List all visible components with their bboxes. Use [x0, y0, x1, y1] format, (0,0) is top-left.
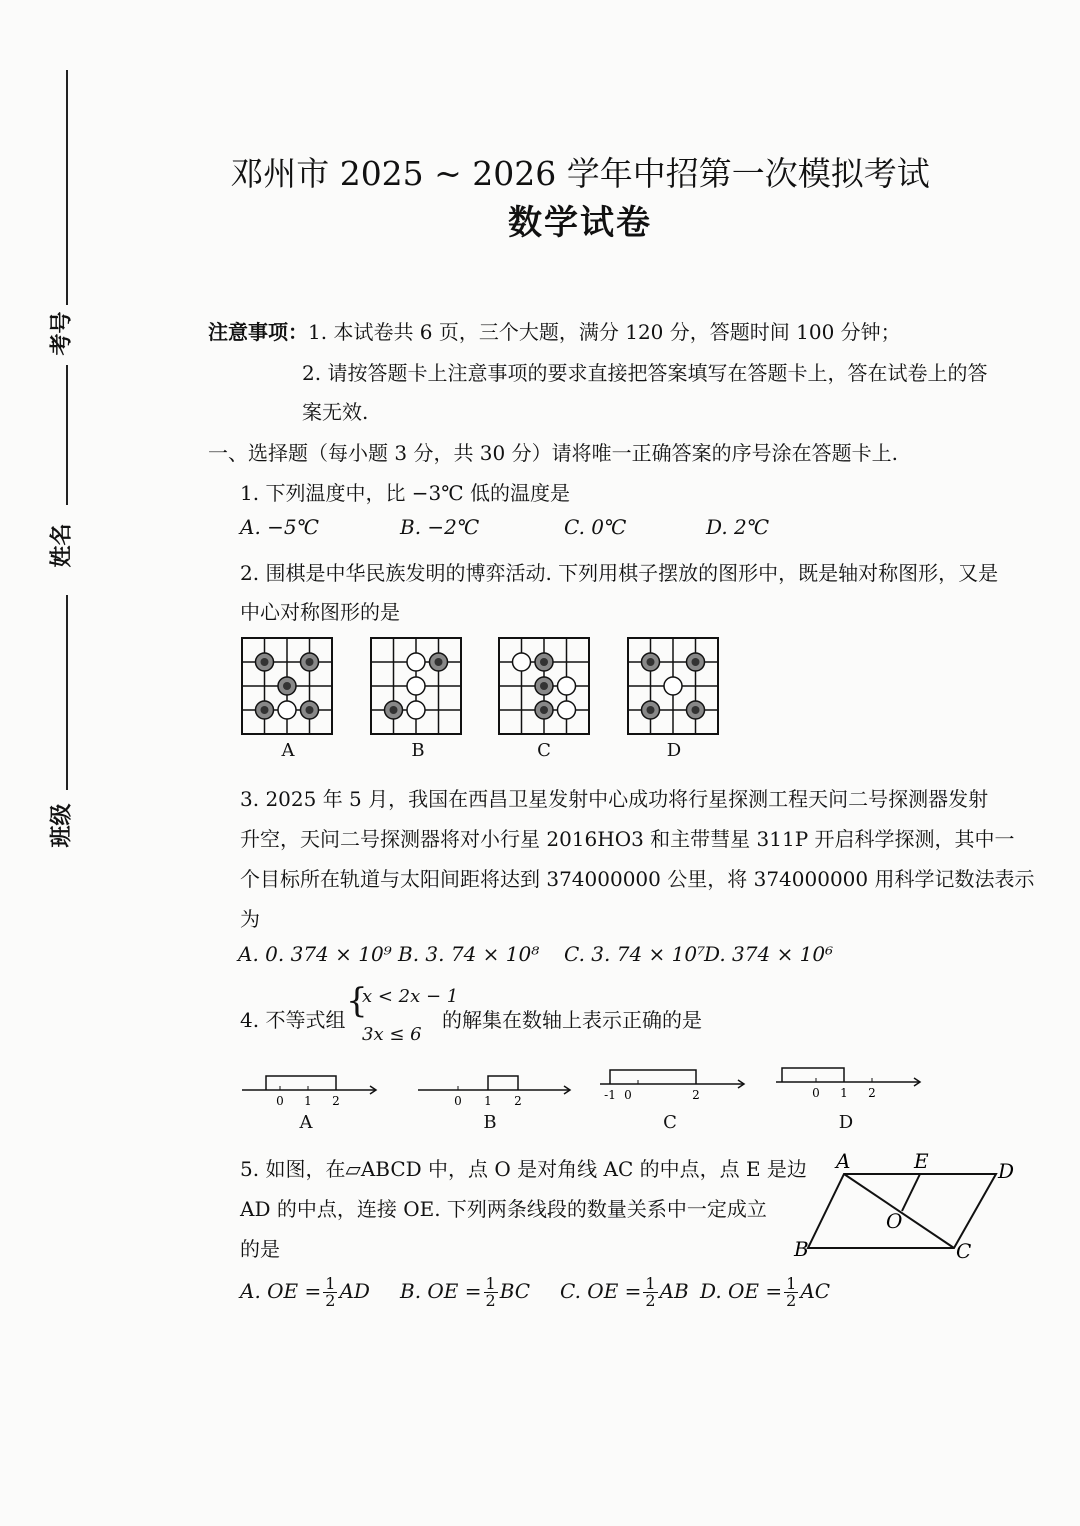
q3-stem: 3. 2025 年 5 月，我国在西昌卫星发射中心成功将行星探测工程天问二号探测器发射: [240, 787, 989, 811]
number-line-d: [776, 1068, 920, 1100]
parallelogram-figure: [790, 1148, 1030, 1268]
board-c: [499, 638, 589, 734]
notes-label: 注意事项：: [208, 320, 308, 344]
q2-stem-cont: 中心对称图形的是: [240, 600, 400, 624]
q1-stem: 1. 下列温度中，比 −3℃ 低的温度是: [240, 481, 571, 505]
board-b: [371, 638, 461, 734]
tick-a-0: 0: [276, 1094, 284, 1108]
exam-number-label: 考号: [48, 311, 75, 356]
q5-option-c: C. OE = $\frac{1}{2}$ AB: [560, 1274, 689, 1310]
q4-inequality-1: x < 2x − 1: [362, 986, 459, 1007]
tick-b-2: 2: [514, 1094, 522, 1108]
q4-stem-prefix: 4. 不等式组: [240, 1008, 346, 1032]
q5-option-d: D. OE = $\frac{1}{2}$ AC: [700, 1274, 831, 1310]
q2-caption-c: C: [537, 740, 551, 761]
q1-option-b: B. −2℃: [400, 515, 480, 539]
q5-stem-2: AD 的中点，连接 OE. 下列两条线段的数量关系中一定成立: [240, 1197, 767, 1221]
class-line: [66, 595, 68, 790]
note-1: 1. 本试卷共 6 页，三个大题，满分 120 分，答题时间 100 分钟；: [308, 320, 901, 344]
board-d: [628, 638, 718, 734]
q5-option-a: A. OE = $\frac{1}{2}$ AD: [240, 1274, 370, 1310]
q2-caption-a: A: [281, 740, 295, 761]
tick-c-2: 2: [692, 1088, 700, 1102]
fig-label-c: C: [956, 1239, 972, 1263]
q3-option-d: D. 374 × 10⁶: [704, 942, 834, 966]
q1-option-a: A. −5℃: [240, 515, 320, 539]
fig-label-o: O: [886, 1209, 903, 1233]
q4-inequality-2: 3x ≤ 6: [362, 1024, 422, 1045]
tick-c-1: 0: [624, 1088, 632, 1102]
q4-caption-d: D: [838, 1112, 854, 1133]
tick-b-1: 1: [484, 1094, 492, 1108]
q4-caption-a: A: [299, 1112, 313, 1133]
q2-caption-b: B: [411, 740, 425, 761]
fig-label-a: A: [836, 1149, 851, 1173]
class-label: 班级: [48, 803, 75, 848]
tick-a-2: 2: [332, 1094, 340, 1108]
q3-option-b: B. 3. 74 × 10⁸: [398, 942, 540, 966]
exam-subtitle: 数学试卷: [508, 203, 652, 243]
fig-label-d: D: [998, 1159, 1015, 1183]
name-label: 姓名: [48, 523, 75, 568]
number-lines-figure: [236, 1060, 936, 1110]
board-a: [242, 638, 332, 734]
q4-brace: {: [346, 981, 368, 1021]
go-boards-figure: [236, 634, 736, 740]
q2-stem: 2. 围棋是中华民族发明的博弈活动. 下列用棋子摆放的图形中，既是轴对称图形，又是: [240, 561, 999, 585]
q3-stem-4: 为: [240, 907, 260, 931]
q4-caption-c: C: [663, 1112, 677, 1133]
q3-stem-2: 升空，天问二号探测器将对小行星 2016HO3 和主带彗星 311P 开启科学探测，其中一: [240, 827, 1015, 851]
number-line-b: [418, 1076, 570, 1108]
fig-label-b: B: [794, 1237, 809, 1261]
q4-caption-b: B: [483, 1112, 497, 1133]
q5-stem-3: 的是: [240, 1237, 280, 1261]
tick-d-0: 0: [812, 1086, 820, 1100]
q2-caption-d: D: [666, 740, 682, 761]
q3-option-a: A. 0. 374 × 10⁹: [238, 942, 392, 966]
name-line: [66, 365, 68, 505]
section-1-heading: 一、选择题（每小题 3 分，共 30 分）请将唯一正确答案的序号涂在答题卡上.: [208, 441, 898, 465]
q3-stem-3: 个目标所在轨道与太阳间距将达到 374000000 公里，将 374000000 用科学记数法表示: [240, 867, 1035, 891]
exam-title: 邓州市 2025 ~ 2026 学年中招第一次模拟考试: [230, 154, 930, 193]
tick-b-0: 0: [454, 1094, 462, 1108]
fig-label-e: E: [914, 1149, 929, 1173]
q4-stem-suffix: 的解集在数轴上表示正确的是: [442, 1008, 702, 1032]
q5-option-b: B. OE = $\frac{1}{2}$ BC: [400, 1274, 531, 1310]
tick-d-1: 1: [840, 1086, 848, 1100]
note-2: 2. 请按答题卡上注意事项的要求直接把答案填写在答题卡上，答在试卷上的答: [302, 361, 988, 385]
q3-option-c: C. 3. 74 × 10⁷: [564, 942, 706, 966]
q1-option-d: D. 2℃: [706, 515, 770, 539]
number-line-a: [242, 1076, 376, 1108]
q5-stem: 5. 如图，在▱ABCD 中，点 O 是对角线 AC 的中点，点 E 是边: [240, 1157, 807, 1181]
tick-d-2: 2: [868, 1086, 876, 1100]
tick-c-0: -1: [604, 1088, 616, 1102]
note-2-cont: 案无效.: [302, 400, 369, 424]
tick-a-1: 1: [304, 1094, 312, 1108]
number-line-c: [600, 1070, 744, 1102]
q1-option-c: C. 0℃: [564, 515, 627, 539]
